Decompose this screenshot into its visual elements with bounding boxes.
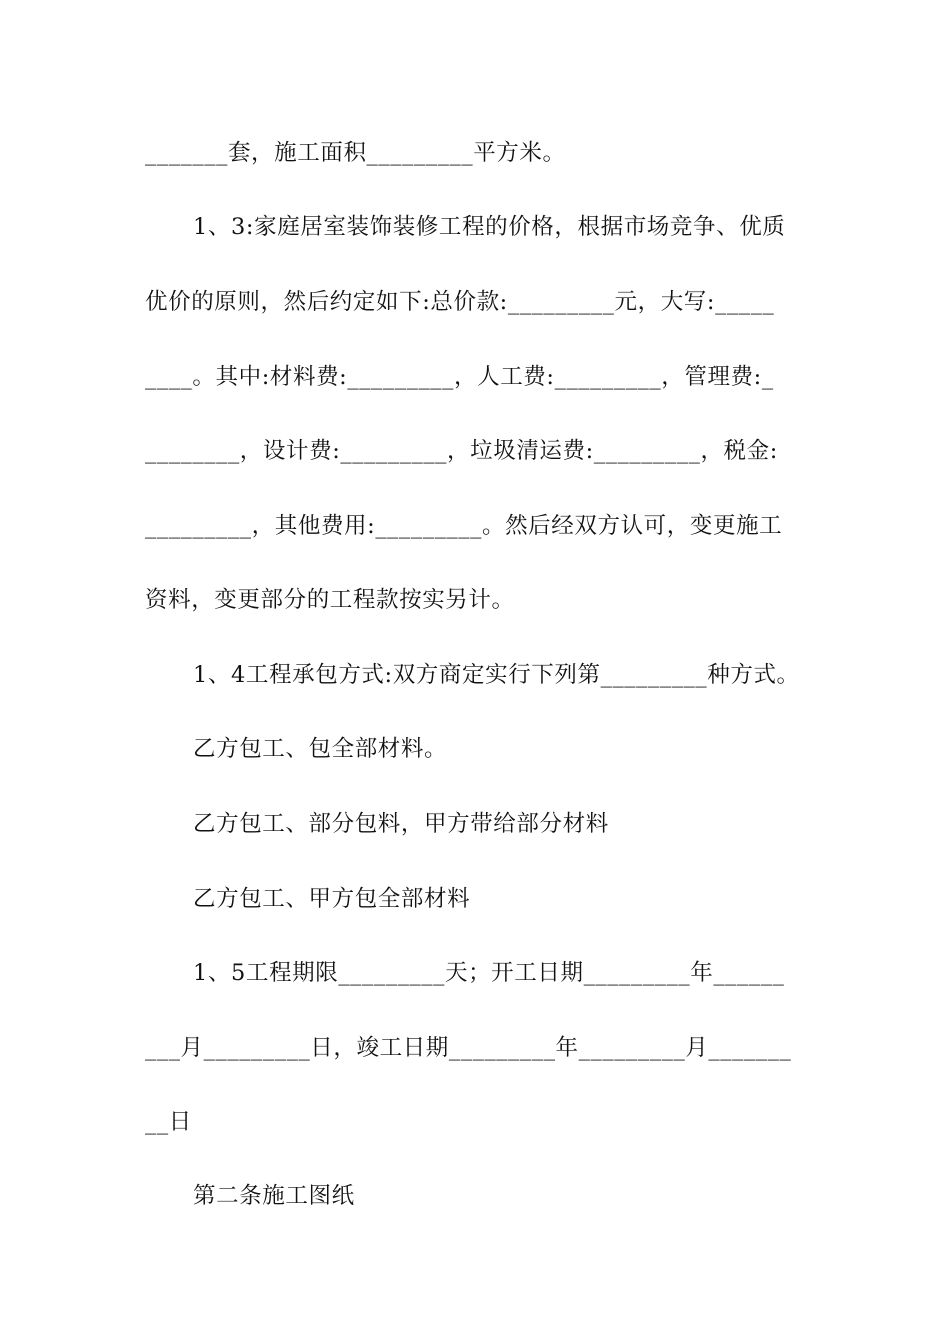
text-line-1: _______套，施工面积_________平方米。 <box>145 140 566 166</box>
text-line-8: 1、4工程承包方式:双方商定实行下列第_________种方式。 <box>193 662 800 688</box>
text-line-2: 1、3:家庭居室装饰装修工程的价格，根据市场竞争、优质 <box>193 214 786 240</box>
text-line-9: 乙方包工、包全部材料。 <box>193 736 448 762</box>
text-line-3: 优价的原则，然后约定如下:总价款:_________元，大写:_____ <box>145 289 775 315</box>
text-line-10: 乙方包工、部分包料，甲方带给部分材料 <box>193 811 609 837</box>
text-line-6: _________，其他费用:_________。然后经双方认可，变更施工 <box>145 513 783 539</box>
text-line-7: 资料，变更部分的工程款按实另计。 <box>145 587 515 613</box>
text-line-13: ___月_________日，竣工日期_________年_________月_______ <box>145 1035 792 1061</box>
text-line-14: __日 <box>145 1109 192 1135</box>
text-line-4: ____。其中:材料费:_________，人工费:_________，管理费:_ <box>145 364 774 390</box>
text-line-11: 乙方包工、甲方包全部材料 <box>193 886 471 912</box>
text-line-5: ________，设计费:_________，垃圾清运费:_________，税金: <box>145 438 778 464</box>
section-heading: 第二条施工图纸 <box>193 1183 355 1209</box>
text-line-12: 1、5工程期限_________天；开工日期_________年______ <box>193 960 785 986</box>
